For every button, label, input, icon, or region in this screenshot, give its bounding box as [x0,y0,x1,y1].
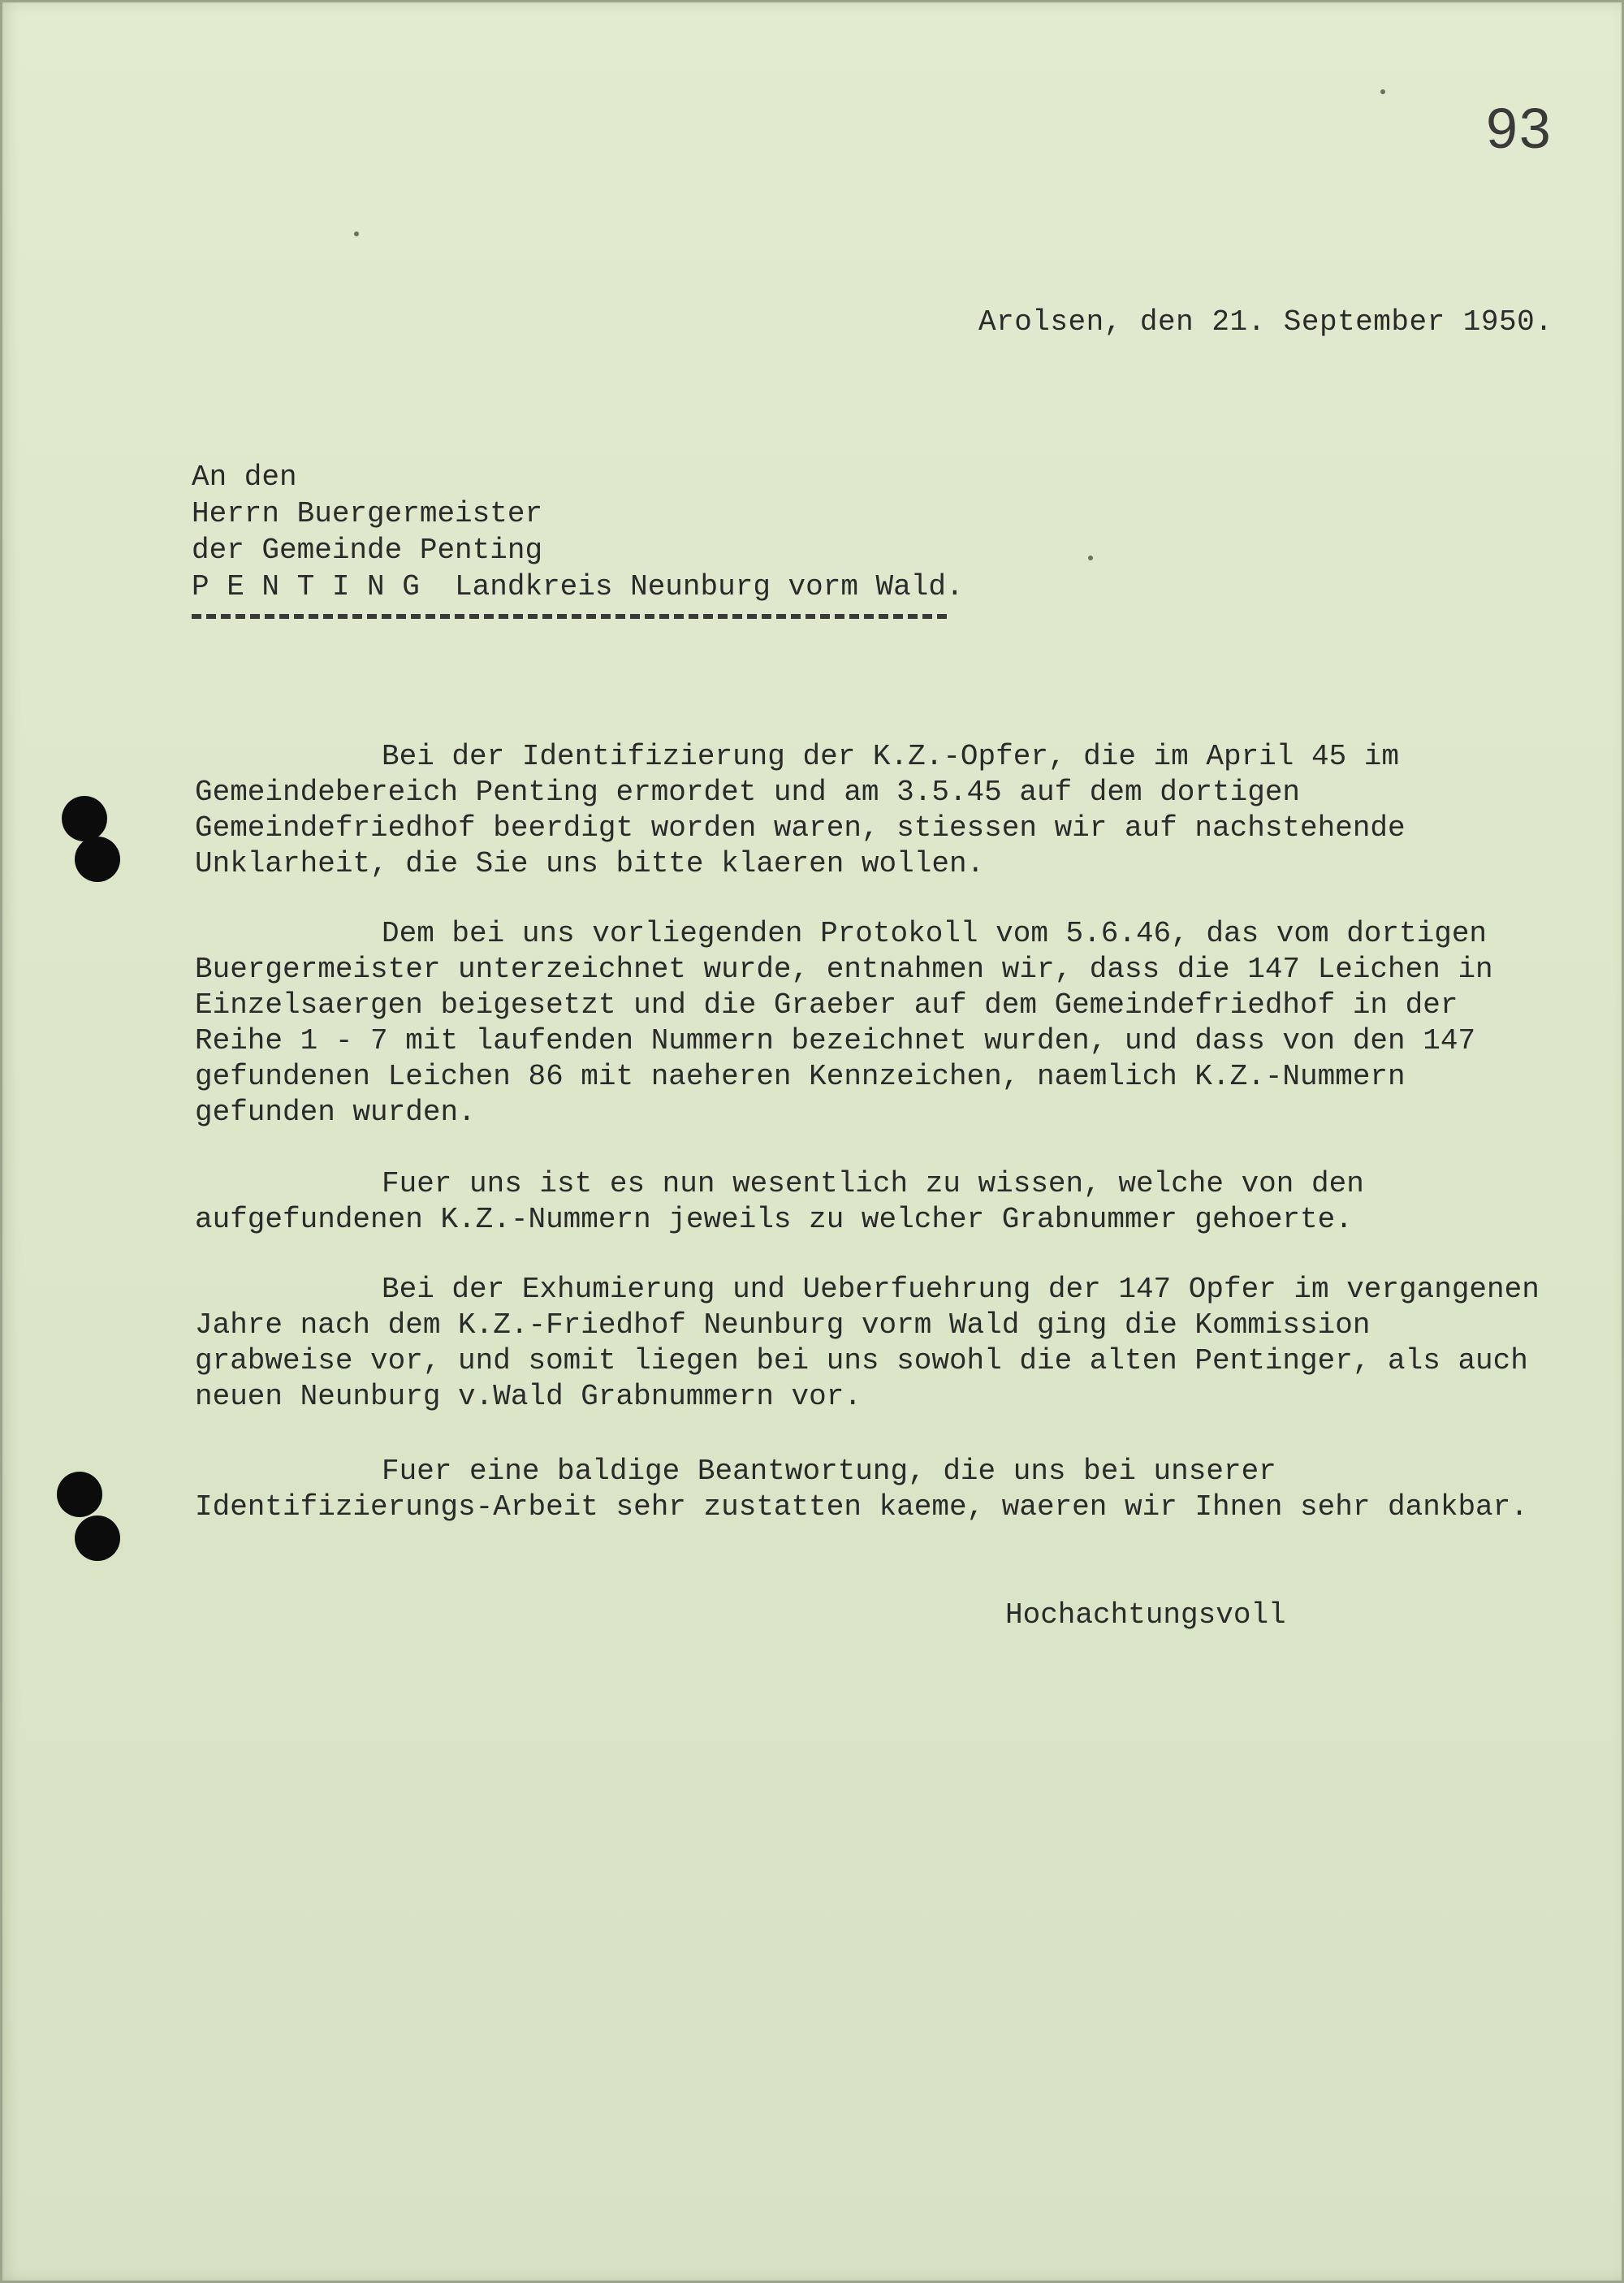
paragraph-text: Bei der Identifizierung der K.Z.-Opfer, die im April 45 im Gemeindebereich Penting ermordet und am 3.5.45 auf dem dortigen Gemeindefriedhof beerdigt worden waren, stiessen wir auf nachstehende Unklarheit, die Sie uns bitte klaeren wollen. [195,740,1406,880]
paragraph-text: Fuer eine baldige Beantwortung, die uns bei unserer Identifizierungs-Arbeit sehr zustatten kaeme, waeren wir Ihnen sehr dankbar. [195,1455,1528,1524]
letter-paragraph [195,1166,1543,1238]
punch-hole [62,796,107,841]
paragraph-text: Bei der Exhumierung und Ueberfuehrung der 147 Opfer im vergangenen Jahre nach dem K.Z.-Friedhof Neunburg vorm Wald ging die Kommission grabweise vor, und somit liegen bei uns sowohl die alten Pentinger, als auch neuen Neunburg v.Wald Grabnummern vor. [195,1273,1540,1413]
address-line: An den [192,460,297,494]
paragraph-text: Dem bei uns vorliegenden Protokoll vom 5.6.46, das vom dortigen Buergermeister unterzeichnet wurde, entnahmen wir, dass die 147 Leichen in Einzelsaergen beigesetzt und die Graeber auf dem Gemeindefriedhof in der Reihe 1 - 7 mit laufenden Nummern bezeichnet wurden, und dass von den 147 gefundenen Leichen 86 mit naeheren Kennzeichen, naemlich K.Z.-Nummern gefunden wurden. [195,917,1493,1129]
letter-paragraph [195,1454,1543,1525]
letter-paragraph [195,916,1543,1131]
paper-speck [354,231,359,236]
address-line: der Gemeinde Penting [192,534,543,567]
paper-speck [1088,556,1093,560]
closing-salutation: Hochachtungsvoll [1005,1598,1286,1632]
letter-paragraph [195,1272,1543,1415]
address-underline [192,614,947,619]
page-number: 93 [1486,97,1553,160]
paper-speck [1380,89,1385,94]
letter-paragraph [195,739,1543,882]
address-line: P E N T I N G Landkreis Neunburg vorm Wald. [192,570,964,603]
punch-hole [75,1516,120,1561]
date-line: Arolsen, den 21. September 1950. [978,305,1553,339]
paragraph-text: Fuer uns ist es nun wesentlich zu wissen, welche von den aufgefundenen K.Z.-Nummern jeweils zu welcher Grabnummer gehoerte. [195,1167,1364,1236]
punch-hole [57,1472,102,1517]
recipient-address [192,459,964,605]
punch-hole [75,837,120,882]
address-line: Herrn Buergermeister [192,497,543,530]
